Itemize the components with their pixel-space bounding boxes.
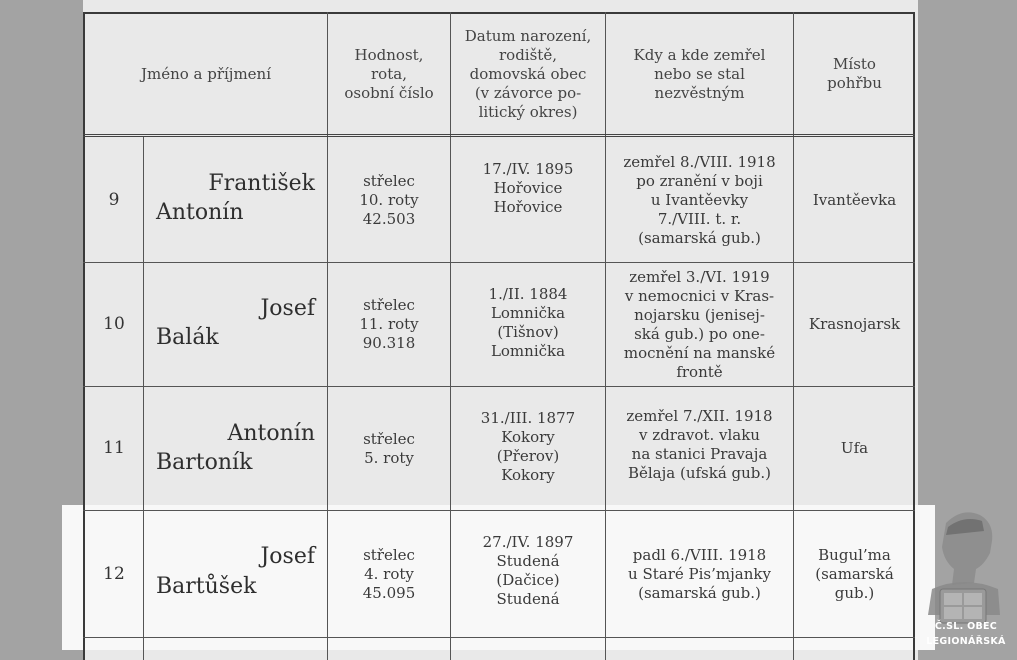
rank-line: 10. roty (359, 190, 419, 209)
birth-line: 27./IV. 1897 (482, 533, 574, 551)
death-line: frontě (676, 362, 723, 381)
death-line: (samarská gub.) (638, 583, 761, 602)
death-line: 7./VIII. t. r. (657, 209, 742, 228)
header-birth-line: (v závorce po- (474, 83, 582, 102)
birth-line: Lomnička (490, 342, 566, 360)
header-burial (794, 14, 915, 134)
death-line: mocnění na manské (623, 343, 776, 362)
burial-line: Krasnojarsk (808, 315, 901, 333)
header-burial-line: Místo (833, 55, 876, 73)
death-line: u Ivantěevky (650, 190, 749, 209)
death-line: nojarsku (jenisej- (634, 305, 765, 324)
first-name: Josef (260, 544, 315, 569)
last-name: Balák (156, 325, 219, 350)
birth-line: (Dačice) (496, 571, 560, 589)
rank-cell (328, 387, 450, 510)
row-number: 12 (103, 563, 125, 584)
rank-cell (328, 138, 450, 262)
death-line: v nemocnici v Kras- (624, 286, 775, 305)
rank-line: střelec (363, 171, 415, 190)
row-number: 9 (108, 189, 120, 210)
burial-line: Bugul’ma (818, 545, 891, 564)
legion-emblem-icon (918, 505, 1010, 655)
header-birth-line: litický okres) (478, 102, 578, 121)
header-rank-line: rota, (371, 64, 407, 83)
birth-line: Studená (496, 552, 560, 570)
birth-line: (Tišnov) (497, 323, 559, 341)
burial-cell (794, 511, 915, 637)
death-line: v zdravot. vlaku (639, 426, 760, 444)
birth-line: Kokory (501, 466, 555, 484)
birth-line: Hořovice (493, 198, 563, 216)
header-name-label: Jméno a příjmení (140, 64, 272, 83)
burial-line: Ivantěevka (812, 190, 897, 209)
row-number: 11 (103, 438, 125, 458)
row-divider (83, 637, 915, 638)
header-rank-line: osobní číslo (344, 83, 434, 102)
last-name: Antonín (156, 200, 244, 225)
header-rank (328, 14, 450, 134)
birth-line: Hořovice (493, 179, 563, 197)
birth-line: Lomnička (490, 304, 566, 322)
logo-text-line2: LEGIONÁŘSKÁ (926, 636, 1006, 647)
death-line: (samarská gub.) (638, 228, 761, 247)
death-line: ská gub.) po one- (634, 324, 765, 343)
death-cell (606, 387, 793, 510)
death-line: Bělaja (ufská gub.) (627, 464, 772, 482)
header-death-line: Kdy a kde zemřel (633, 45, 766, 64)
death-line: na stanici Pravaja (631, 445, 768, 463)
last-name: Bartoník (156, 450, 253, 475)
birth-cell (451, 387, 605, 510)
death-cell (606, 511, 793, 637)
header-birth-line: domovská obec (469, 64, 587, 83)
death-line: padl 6./VIII. 1918 (632, 545, 767, 564)
burial-cell (794, 138, 915, 262)
death-line: zemřel 3./VI. 1919 (629, 267, 770, 286)
header-death-line: nezvěstným (654, 83, 745, 102)
rank-line: 5. roty (364, 448, 414, 467)
header-name (85, 14, 327, 134)
rank-line: střelec (363, 545, 415, 564)
death-cell (606, 263, 793, 386)
header-birth-line: rodiště, (499, 45, 557, 64)
burial-cell (794, 387, 915, 510)
rank-cell (328, 263, 450, 386)
header-death (606, 14, 793, 134)
rank-cell (328, 511, 450, 637)
death-line: zemřel 7./XII. 1918 (626, 407, 773, 425)
birth-line: Kokory (501, 428, 555, 446)
first-name: František (208, 171, 315, 196)
rank-line: 4. roty (364, 564, 414, 583)
burial-line: gub.) (834, 583, 875, 602)
rank-line: 42.503 (362, 209, 416, 228)
first-name: Antonín (227, 421, 315, 446)
row-number: 10 (103, 314, 125, 334)
burial-cell (794, 263, 915, 386)
last-name: Bartůšek (156, 574, 257, 599)
header-birth (451, 14, 605, 134)
death-cell (606, 138, 793, 262)
first-name: Josef (260, 296, 315, 321)
birth-cell (451, 511, 605, 637)
rank-line: střelec (363, 429, 415, 448)
header-birth-line: Datum narození, (464, 26, 592, 45)
birth-line: (Přerov) (496, 447, 560, 465)
header-rule (83, 134, 915, 137)
rank-line: střelec (363, 296, 415, 314)
burial-line: Ufa (840, 439, 869, 457)
logo-text-line1: Č.SL. OBEC (934, 621, 998, 632)
death-line: po zranění v boji (636, 171, 763, 190)
rank-line: 90.318 (362, 334, 416, 352)
birth-line: 17./IV. 1895 (482, 160, 574, 178)
header-death-line: nebo se stal (654, 64, 745, 83)
header-rank-line: Hodnost, (354, 45, 424, 64)
birth-line: Studená (496, 590, 560, 608)
birth-cell (451, 138, 605, 262)
header-burial-line: pohřbu (827, 74, 882, 92)
burial-line: (samarská (815, 564, 894, 583)
death-line: zemřel 8./VIII. 1918 (623, 152, 776, 171)
death-line: u Staré Pis’mjanky (628, 564, 771, 583)
birth-line: 31./III. 1877 (480, 409, 576, 427)
rank-line: 11. roty (359, 315, 419, 333)
col-divider (143, 137, 144, 660)
rank-line: 45.095 (362, 583, 416, 602)
birth-line: 1./II. 1884 (488, 285, 568, 303)
birth-cell (451, 263, 605, 386)
